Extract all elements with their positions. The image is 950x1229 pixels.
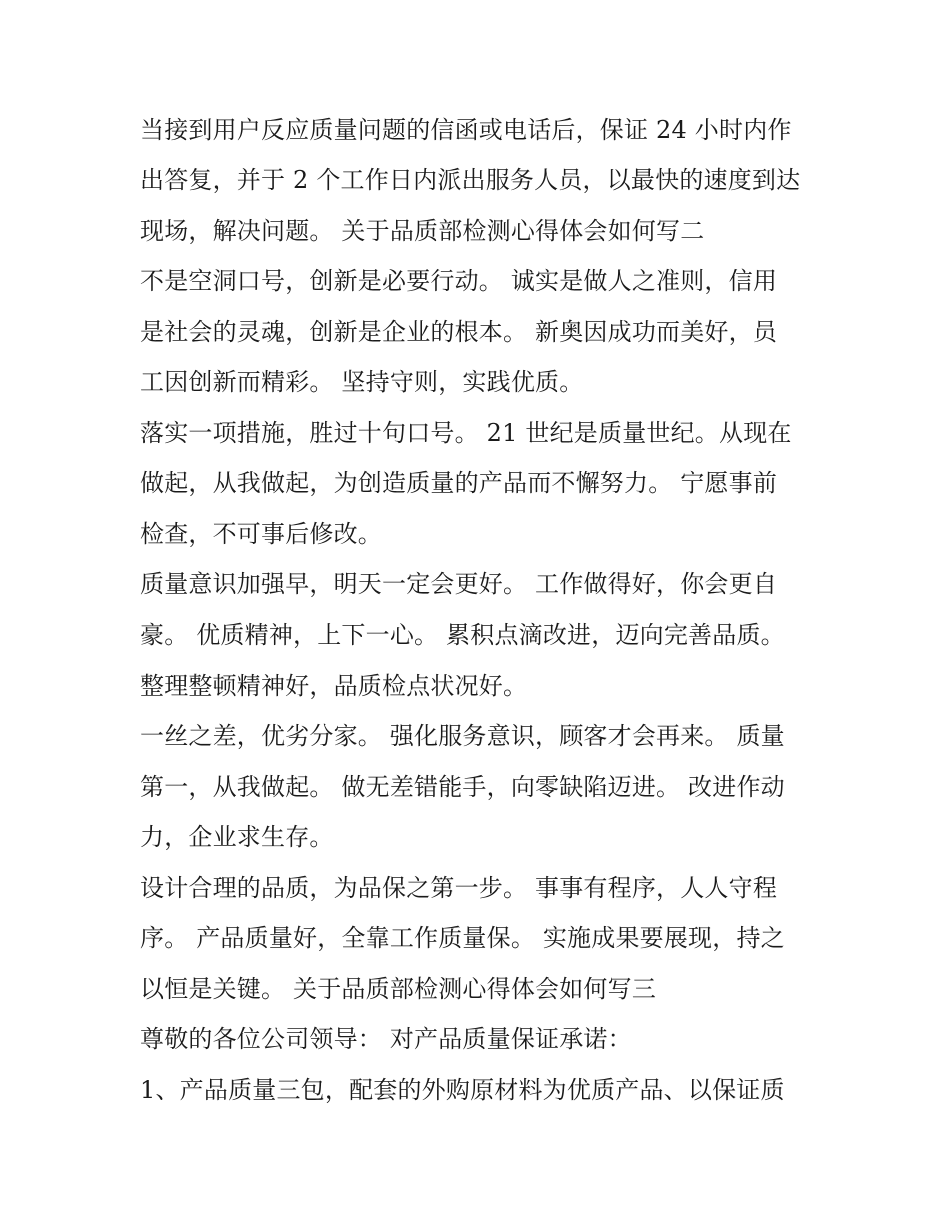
- text-line: 做起，从我做起，为创造质量的产品而不懈努力。 宁愿事前: [140, 469, 778, 497]
- text-line: 质量意识加强早，明天一定会更好。 工作做得好，你会更自: [140, 570, 778, 598]
- text-line: 序。 产品质量好，全靠工作质量保。 实施成果要展现，持之: [140, 924, 785, 952]
- text-line: 是社会的灵魂，创新是企业的根本。 新奥因成功而美好，员: [140, 318, 778, 346]
- text-line: 不是空洞口号，创新是必要行动。 诚实是做人之准则，信用: [140, 267, 778, 295]
- text-line: 一丝之差，优劣分家。 强化服务意识，顾客才会再来。 质量: [140, 722, 785, 750]
- text-line: 出答复，并于 2 个工作日内派出服务人员，以最快的速度到达: [140, 166, 801, 194]
- text-line: 1、产品质量三包，配套的外购原材料为优质产品、以保证质: [140, 1076, 785, 1104]
- text-line: 工因创新而精彩。 坚持守则，实践优质。: [140, 368, 584, 396]
- text-line: 以恒是关键。 关于品质部检测心得体会如何写三: [140, 975, 657, 1003]
- text-line: 检查，不可事后修改。: [140, 520, 382, 548]
- text-line: 设计合理的品质，为品保之第一步。 事事有程序，人人守程: [140, 874, 778, 902]
- text-line: 当接到用户反应质量问题的信函或电话后，保证 24 小时内作: [140, 116, 792, 144]
- text-line: 落实一项措施，胜过十句口号。 21 世纪是质量世纪。从现在: [140, 419, 792, 447]
- text-line: 第一，从我做起。 做无差错能手，向零缺陷迈进。 改进作动: [140, 773, 785, 801]
- text-line: 力，企业求生存。: [140, 823, 334, 851]
- text-line: 现场，解决问题。 关于品质部检测心得体会如何写二: [140, 217, 705, 245]
- text-line: 整理整顿精神好，品质检点状况好。: [140, 672, 528, 700]
- text-line: 尊敬的各位公司领导： 对产品质量保证承诺：: [140, 1025, 632, 1053]
- text-line: 豪。 优质精神，上下一心。 累积点滴改进，迈向完善品质。: [140, 621, 785, 649]
